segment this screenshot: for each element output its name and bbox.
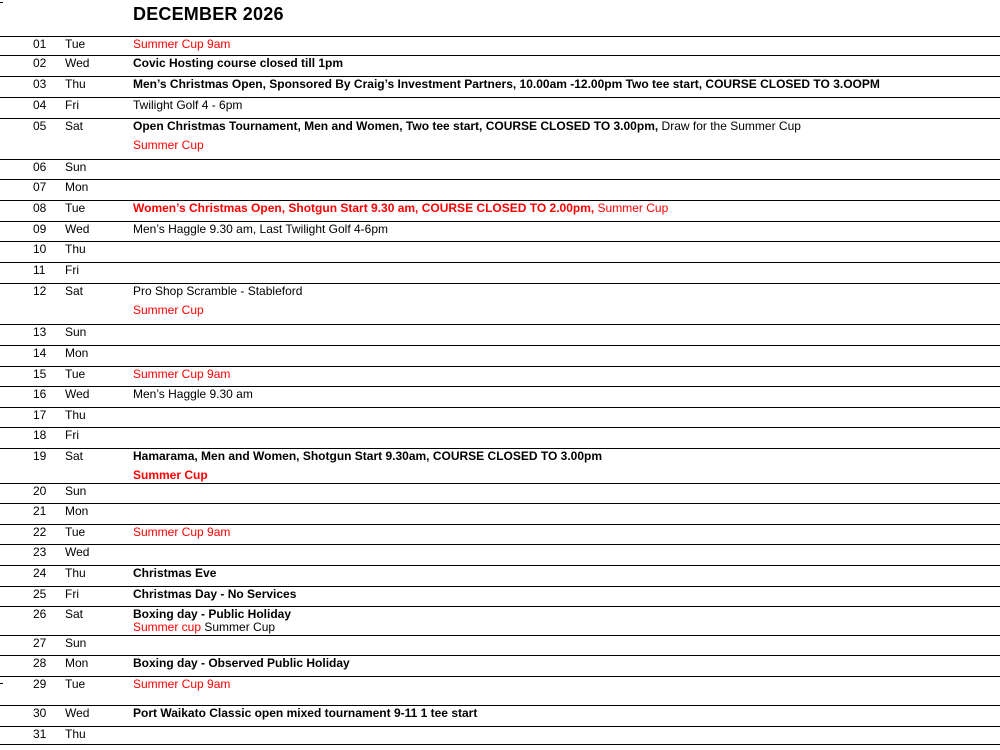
row-divider [0,427,1000,428]
event-text: Women’s Christmas Open, Shotgun Start 9.30 am, COURSE CLOSED TO 2.00pm, [133,201,595,215]
edge-tick [0,2,3,3]
day-of-week: Thu [65,727,86,741]
day-of-week: Mon [65,504,89,518]
row-divider [0,324,1000,325]
event-text: Summer Cup 9am [133,677,231,691]
day-of-week: Thu [65,566,86,580]
event-line [133,56,343,71]
event-text: Port Waikato Classic open mixed tournament 9-11 1 tee start [133,706,478,720]
day-of-week: Sat [65,284,84,298]
event-text: Christmas Day - No Services [133,587,297,601]
day-of-week: Wed [65,56,90,70]
event-text: Summer Cup [201,620,276,634]
day-of-week: Fri [65,587,79,601]
day-number: 08 [33,201,47,215]
event-text: Summer Cup [133,468,208,482]
event-line [133,98,242,113]
day-of-week: Wed [65,706,90,720]
event-text: Covic Hosting course closed till 1pm [133,56,344,70]
day-of-week: Mon [65,656,89,670]
day-of-week: Sat [65,449,84,463]
day-number: 09 [33,222,47,236]
event-text: Boxing day - Public Holiday [133,607,292,621]
event-line [133,706,477,721]
event-text: Men’s Haggle 9.30 am, Last Twilight Golf 4-6pm [133,222,389,236]
event-line [133,449,602,464]
day-of-week: Mon [65,346,89,360]
event-text: Summer Cup 9am [133,525,231,539]
row-divider [0,407,1000,408]
day-number: 28 [33,656,47,670]
day-number: 19 [33,449,47,463]
event-text: Christmas Eve [133,566,217,580]
day-number: 02 [33,56,47,70]
day-of-week: Wed [65,387,90,401]
day-of-week: Mon [65,180,89,194]
row-divider [0,262,1000,263]
day-number: 22 [33,525,47,539]
row-divider [0,345,1000,346]
event-line [133,525,230,540]
event-text: Open Christmas Tournament, Men and Women, Two tee start, COURSE CLOSED TO 3.00pm, [133,119,659,133]
event-line [133,303,204,318]
event-text: Hamarama, Men and Women, Shotgun Start 9.30am, COURSE CLOSED TO 3.00pm [133,449,602,463]
event-text: Summer Cup [133,138,204,152]
row-divider [0,503,1000,504]
event-line [133,677,230,692]
event-line [133,367,230,382]
day-number: 26 [33,607,47,621]
event-line [133,566,216,581]
day-of-week: Thu [65,408,86,422]
day-of-week: Fri [65,263,79,277]
day-of-week: Tue [65,677,86,691]
day-number: 21 [33,504,47,518]
row-divider [0,483,1000,484]
day-number: 20 [33,484,47,498]
row-divider [0,241,1000,242]
day-number: 31 [33,727,47,741]
day-number: 04 [33,98,47,112]
event-text: Pro Shop Scramble - Stableford [133,284,303,298]
day-number: 27 [33,636,47,650]
page-title: DECEMBER 2026 [133,4,284,24]
day-number: 18 [33,428,47,442]
event-line [133,138,204,153]
event-text: Summer Cup [594,201,669,215]
row-divider [0,179,1000,180]
event-line [133,201,668,216]
event-text: Summer Cup [133,303,204,317]
event-line [133,37,230,52]
event-line [133,77,880,92]
day-number: 24 [33,566,47,580]
day-number: 07 [33,180,47,194]
day-of-week: Fri [65,428,79,442]
event-line [133,119,801,134]
day-of-week: Sun [65,160,87,174]
row-divider [0,726,1000,727]
day-number: 05 [33,119,47,133]
event-line [133,587,296,602]
day-of-week: Tue [65,367,86,381]
event-line [133,656,350,671]
event-line [133,620,275,635]
event-line [133,468,208,483]
event-text: Summer Cup 9am [133,367,231,381]
event-text: Twilight Golf 4 - 6pm [133,98,243,112]
day-number: 23 [33,545,47,559]
day-number: 30 [33,706,47,720]
day-of-week: Tue [65,525,86,539]
day-number: 06 [33,160,47,174]
row-divider [0,159,1000,160]
event-text: Draw for the Summer Cup [658,119,801,133]
event-line [133,387,253,402]
day-of-week: Sun [65,484,87,498]
day-number: 17 [33,408,47,422]
day-of-week: Wed [65,222,90,236]
day-of-week: Thu [65,77,86,91]
row-divider [0,635,1000,636]
day-of-week: Sat [65,119,84,133]
day-number: 13 [33,325,47,339]
day-of-week: Sun [65,325,87,339]
event-line [133,284,302,299]
event-text: Men’s Haggle 9.30 am [133,387,253,401]
day-number: 12 [33,284,47,298]
event-line [133,222,388,237]
day-of-week: Sun [65,636,87,650]
row-divider [0,744,1000,745]
day-number: 25 [33,587,47,601]
day-of-week: Wed [65,545,90,559]
row-divider [0,544,1000,545]
day-of-week: Sat [65,607,84,621]
day-of-week: Tue [65,201,86,215]
day-of-week: Thu [65,242,86,256]
day-number: 03 [33,77,47,91]
day-number: 11 [33,263,46,277]
event-text: Men’s Christmas Open, Sponsored By Craig’s Investment Partners, 10.00am -12.00pm Two tee start, COURSE CLOSED TO 3.OOPM [133,77,880,91]
day-number: 16 [33,387,47,401]
day-of-week: Fri [65,98,79,112]
event-text: Summer cup [133,620,202,634]
event-text: Summer Cup 9am [133,37,231,51]
day-number: 01 [33,37,47,51]
day-number: 14 [33,346,47,360]
day-number: 29 [33,677,47,691]
day-of-week: Tue [65,37,86,51]
edge-tick [0,683,3,684]
event-text: Boxing day - Observed Public Holiday [133,656,350,670]
day-number: 10 [33,242,47,256]
day-number: 15 [33,367,47,381]
